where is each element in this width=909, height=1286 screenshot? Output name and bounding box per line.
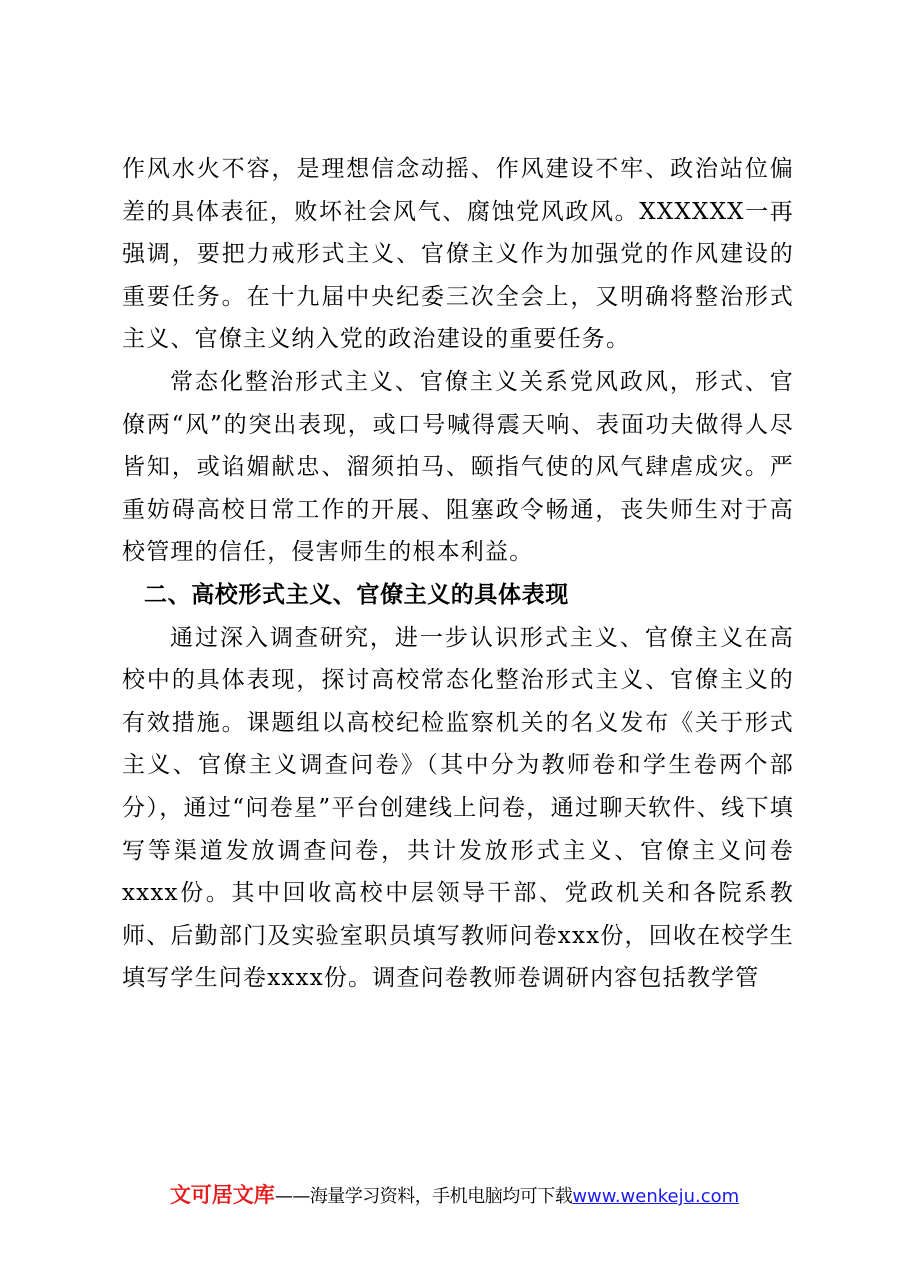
footer-banner: [0, 1182, 909, 1210]
section-heading: 二、高校形式主义、官僚主义的具体表现: [144, 581, 569, 608]
paragraph-survey: 通过深入调查研究，进一步认识形式主义、官僚主义在高校中的具体表现，探讨高校常态化整治形式主义、官僚主义的有效措施。课题组以高校纪检监察机关的名义发布《关于形式主义、官僚主义调查问卷》（其中分为教师卷和学生卷两个部分），通过“问卷星”平台创建线上问卷，通过聊天软件、线下填写等渠道发放调查问卷，共计发放形式主义、官僚主义问卷xxxx份。其中回收高校中层领导干部、党政机关和各院系教师、后勤部门及实验室职员填写教师问卷xxx份，回收在校学生填写学生问卷xxxx份。调查问卷教师卷调研内容包括教学管: [122, 624, 794, 992]
footer-link[interactable]: www.wenkeju.com: [572, 1186, 740, 1207]
footer-tagline: ——海量学习资料，手机电脑均可下载: [274, 1186, 573, 1207]
paragraph-continuation: 作风水火不容，是理想信念动摇、作风建设不牢、政治站位偏差的具体表征，败坏社会风气、腐蚀党风政风。XXXXXX一再强调，要把力戒形式主义、官僚主义作为加强党的作风建设的重要任务。在十九届中央纪委三次全会上，又明确将整治形式主义、官僚主义纳入党的政治建设的重要任务。: [122, 156, 794, 353]
paragraph-style-issues: 常态化整治形式主义、官僚主义关系党风政风，形式、官僚两“风”的突出表现，或口号喊得震天响、表面功夫做得人尽皆知，或谄媚献忠、溜须拍马、颐指气使的风气肆虐成灾。严重妨碍高校日常工作的开展、阻塞政令畅通，丧失师生对于高校管理的信任，侵害师生的根本利益。: [122, 368, 794, 566]
footer-brand: 文可居文库: [169, 1183, 275, 1207]
document-body: [122, 148, 794, 1000]
